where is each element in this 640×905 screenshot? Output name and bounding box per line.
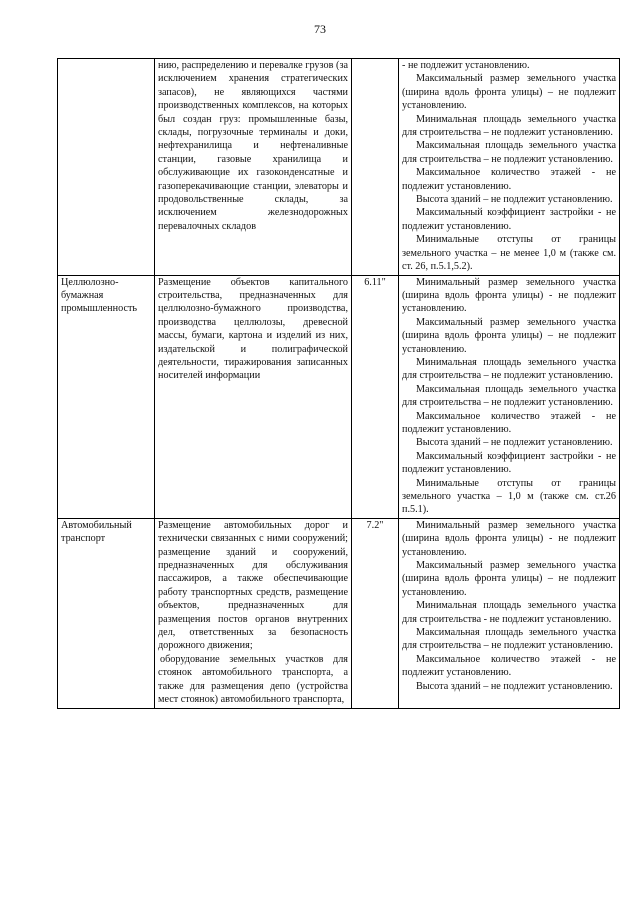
parameter-continuation: - не подлежит установлению. [402, 60, 530, 71]
table-row [58, 275, 620, 518]
parameter-item: Максимальный коэффициент застройки - не подлежит установлению. [402, 450, 616, 476]
classifier-code [352, 59, 399, 276]
parameter-item: Максимальная площадь земельного участка для строительства – не подлежит установлению. [402, 627, 616, 652]
parameter-item: Максимальный размер земельного участка (ширина вдоль фронта улицы) – не подлежит установлению. [402, 73, 616, 112]
parameter-item: Минимальные отступы от границы земельного участка – 1,0 м (также см. ст.26 п.5.1). [402, 477, 616, 516]
parameter-item: Максимальный коэффициент застройки - не подлежит установлению. [402, 207, 616, 232]
parameters-cell [399, 59, 620, 276]
use-type-name: Автомобильный транспорт [58, 518, 155, 708]
parameter-item: Максимальное количество этажей - не подлежит установлению. [402, 410, 616, 435]
use-description-paragraph: оборудование земельных участков для стоянок автомобильного транспорта, а также для размещения депо (устройства мест стоянок) автомобильного транспорта, [158, 653, 348, 706]
page-number: 73 [314, 22, 326, 36]
parameter-item: Минимальный размер земельного участка (ширина вдоль фронта улицы) - не подлежит установлению. [402, 519, 616, 558]
parameter-item: Максимальная площадь земельного участка для строительства – не подлежит установлению. [402, 383, 616, 409]
classifier-code: 6.11" [352, 275, 399, 518]
parameter-item: Высота зданий – не подлежит установлению. [416, 680, 613, 692]
table-body [58, 59, 620, 709]
parameter-item: Высота зданий – не подлежит установлению. [416, 194, 613, 206]
parameter-item: Максимальный размер земельного участка (ширина вдоль фронта улицы) – не подлежит установлению. [402, 560, 616, 598]
parameters-cell [399, 275, 620, 518]
use-description-paragraph: Размещение объектов капитального строительства, предназначенных для целлюлозно-бумажного производства, производства целлюлозы, древесной массы, бумаги, картона и изделий из них, издательской и полиграфической деятельности, тиражирования записанных носителей информации [158, 276, 348, 382]
use-description-paragraph: нию, распределению и перевалке грузов (за исключением хранения стратегических запасов), не являющихся частями производственных комплексов, на которых был создан груз: промышленные базы, склады, погрузочные терминалы и доки, нефтехранилища и нефтеналивные станции, газовые хранилища и обслуживающие их газоконденсатные и газоперекачивающие станции, элеваторы и продовольственные склады, за исключением железнодорожных перевалочных складов [158, 60, 348, 232]
classifier-code: 7.2" [352, 518, 399, 708]
table-row [58, 59, 620, 276]
parameter-item: Высота зданий – не подлежит установлению. [416, 437, 613, 449]
land-use-regulations-table [57, 58, 620, 709]
use-type-name [58, 59, 155, 276]
use-description [155, 518, 352, 708]
use-type-name: Целлюлозно-бумажная промышленность [58, 275, 155, 518]
parameter-item: Минимальная площадь земельного участка для строительства – не подлежит установлению. [402, 113, 616, 139]
table-row [58, 518, 620, 708]
use-description [155, 275, 352, 518]
parameters-cell [399, 518, 620, 708]
parameter-item: Максимальное количество этажей - не подлежит установлению. [402, 167, 616, 192]
use-description-paragraph: Размещение автомобильных дорог и технически связанных с ними сооружений; размещение зданий и сооружений, предназначенных для обслуживания пассажиров, а также обеспечивающие работу транспортных средств, размещение объектов, предназначенных для размещения постов органов внутренних дел, ответственных за безопасность дорожного движения; [158, 519, 348, 652]
parameter-item: Минимальные отступы от границы земельного участка – не менее 1,0 м (также см. ст. 26, п.5.1,5.2). [402, 234, 616, 273]
parameter-item: Минимальная площадь земельного участка для строительства – не подлежит установлению. [402, 356, 616, 382]
use-description [155, 59, 352, 276]
parameter-item: Минимальная площадь земельного участка для строительства - не подлежит установлению. [402, 600, 616, 625]
parameter-item: Максимальный размер земельного участка (ширина вдоль фронта улицы) – не подлежит установлению. [402, 316, 616, 355]
parameter-item: Минимальный размер земельного участка (ширина вдоль фронта улицы) - не подлежит установлению. [402, 276, 616, 315]
parameter-item: Максимальное количество этажей - не подлежит установлению. [402, 653, 616, 679]
parameter-item: Максимальная площадь земельного участка для строительства – не подлежит установлению. [402, 140, 616, 165]
